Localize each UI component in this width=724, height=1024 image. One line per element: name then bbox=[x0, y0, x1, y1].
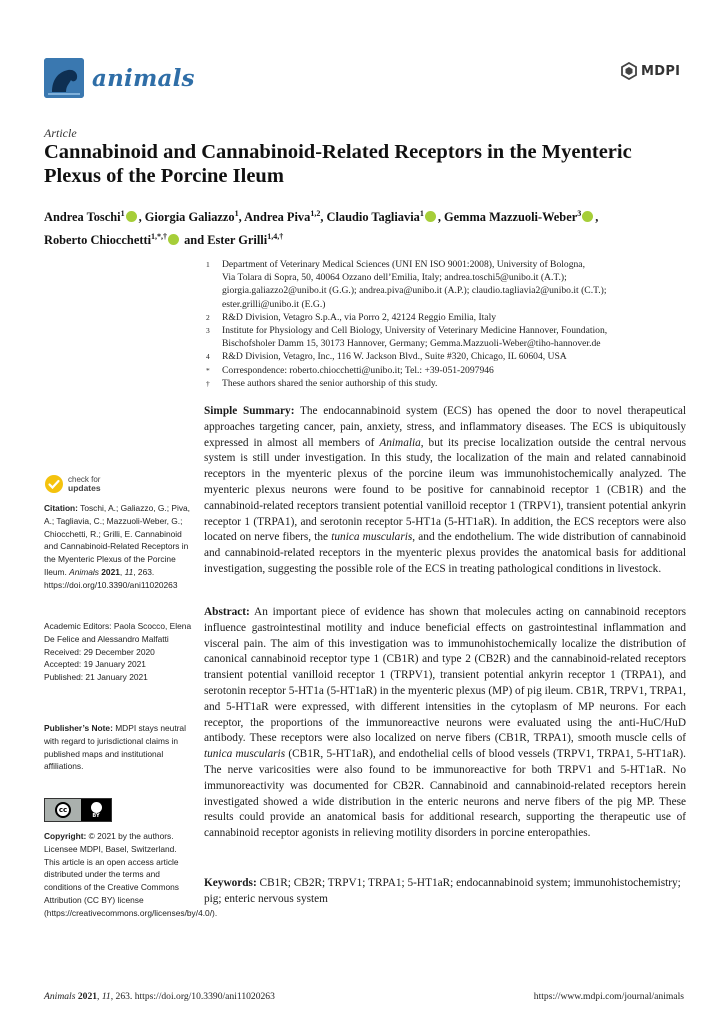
simple-summary-italic-1: Animalia bbox=[379, 436, 421, 449]
affiliation-item bbox=[206, 258, 686, 311]
simple-summary-text-3: , and the endothelium. The wide distribution of cannabinoid and cannabinoid-related receptors in the myenteric plexus provides the anatomical basis for additional investigation, suggesting the possible role of the ECS in treating pathological conditions in livestock. bbox=[204, 531, 686, 575]
author-affiliation-mark: 1,4,† bbox=[267, 232, 284, 242]
cc-by-license-badge[interactable] bbox=[44, 798, 112, 822]
abstract-text-2: (CB1R, 5-HT1aR), and endothelial cells of blood vessels (TRPV1, TRPA1, 5-HT1aR). The nerve varicosities were also found to be immunoreactive for both TRPV1 and 5-HT1aR. No immunoreactivity was documented for CB2R. Cannabinoid and cannabinoid-related receptors herein investigated showed a wide distribution in the enteric neurons and nerve fibers of the pig MP. These results could provide an anatomical basis for additional research, supporting the therapeutic use of cannabinoid receptor agonists in relieving motility disorders in porcine enteropathies. bbox=[204, 748, 686, 840]
citation-year: 2021 bbox=[101, 566, 120, 577]
by-section bbox=[81, 799, 111, 821]
author-separator: , bbox=[595, 210, 599, 225]
check-updates-line1: check for bbox=[68, 475, 101, 484]
copyright-text: © 2021 by the authors. Licensee MDPI, Basel, Switzerland. This article is an open access article distributed under the terms and conditions of the Creative Commons Attribution (CC BY) license (https://creativecommons.org/licenses/by/4.0/). bbox=[44, 831, 218, 918]
simple-summary-italic-2: tunica muscularis bbox=[331, 531, 413, 544]
abstract-italic-1: tunica muscularis bbox=[204, 748, 286, 761]
footer-doi[interactable]: , 263. https://doi.org/10.3390/ani11020263 bbox=[110, 991, 275, 1002]
citation-journal: Animals bbox=[69, 566, 99, 577]
simple-summary-label: Simple Summary: bbox=[204, 405, 295, 417]
author-name[interactable]: Ester Grilli bbox=[207, 233, 268, 248]
published-date: Published: 21 January 2021 bbox=[44, 672, 148, 683]
publisher-logo[interactable] bbox=[620, 62, 680, 80]
author-separator: , bbox=[238, 210, 245, 225]
author-affiliation-mark: 1 bbox=[120, 209, 125, 218]
author-list bbox=[44, 204, 684, 250]
author-name[interactable]: Giorgia Galiazzo bbox=[144, 210, 235, 225]
copyright-label: Copyright: bbox=[44, 831, 87, 841]
footer-volume: 11 bbox=[101, 991, 111, 1002]
affiliation-text: R&D Division, Vetagro S.p.A., via Porro 2, 42124 Reggio Emilia, Italy bbox=[222, 311, 497, 323]
simple-summary-text-1: The endocannabinoid system (ECS) has opened the door to novel therapeutical approaches targeting cancer, pain, anxiety, stress, and inflammatory diseases. The ECS is ubiquitously expressed in almost all members of bbox=[204, 405, 686, 449]
publisher-note-text: MDPI stays neutral with regard to jurisdictional claims in published maps and institutional affiliations. bbox=[44, 723, 186, 772]
author-affiliation-mark: 1 bbox=[234, 209, 239, 218]
footer-journal: Animals bbox=[44, 991, 76, 1002]
citation-doi-link[interactable]: https://doi.org/10.3390/ani11020263 bbox=[44, 579, 178, 590]
affiliation-mark: 4 bbox=[206, 352, 210, 362]
affiliation-text: Institute for Physiology and Cell Biology, University of Veterinary Medicine Hannover, Foundation, Bischofsholer Damm 15, 30173 Hannover, Germany; Gemma.Mazzuoli-Weber@tiho-hannover.de bbox=[222, 325, 608, 350]
orcid-icon[interactable] bbox=[168, 234, 179, 245]
by-person-icon bbox=[91, 802, 102, 813]
author-name[interactable]: Gemma Mazzuoli-Weber bbox=[444, 210, 578, 225]
footer-journal-url[interactable]: https://www.mdpi.com/journal/animals bbox=[533, 991, 684, 1002]
publisher-note-label: Publisher’s Note: bbox=[44, 723, 113, 733]
received-date: Received: 29 December 2020 bbox=[44, 646, 155, 657]
cc-section bbox=[45, 799, 81, 821]
abstract bbox=[204, 605, 686, 842]
animals-logo-icon bbox=[44, 58, 84, 98]
affiliation-item bbox=[206, 311, 686, 324]
affiliation-mark: 3 bbox=[206, 326, 210, 336]
check-updates-text bbox=[68, 475, 101, 493]
affiliation-mark: † bbox=[206, 378, 210, 388]
check-for-updates-badge[interactable] bbox=[44, 474, 101, 494]
copyright-block bbox=[44, 830, 218, 920]
keywords-text: CB1R; CB2R; TRPV1; TRPA1; 5-HT1aR; endocannabinoid system; immunohistochemistry; pig; enteric nervous system bbox=[204, 877, 681, 905]
author-name[interactable]: Andrea Piva bbox=[244, 210, 311, 225]
author-name[interactable]: Claudio Tagliavia bbox=[326, 210, 420, 225]
affiliations bbox=[206, 258, 686, 390]
orcid-icon[interactable] bbox=[582, 211, 593, 222]
by-label: BY bbox=[92, 812, 100, 819]
author-separator: , bbox=[437, 210, 445, 225]
mdpi-logo-icon bbox=[620, 62, 638, 80]
publisher-note-block bbox=[44, 722, 192, 773]
affiliation-mark: * bbox=[206, 365, 210, 375]
citation-text: Toschi, A.; Galiazzo, G.; Piva, A.; Tagliavia, C.; Mazzuoli-Weber, G.; Chiocchetti, R.; Grilli, E. Cannabinoid and Cannabinoid-Related Receptors in the Myenteric Plexus of the Porcine Ileum. bbox=[44, 503, 191, 577]
editors-block bbox=[44, 620, 192, 684]
journal-name: animals bbox=[92, 64, 195, 92]
author-separator: , bbox=[138, 210, 145, 225]
citation-pages: , 263. bbox=[133, 566, 155, 577]
author-name[interactable]: Roberto Chiocchetti bbox=[44, 233, 152, 248]
keywords bbox=[204, 876, 686, 908]
simple-summary bbox=[204, 404, 686, 578]
abstract-text-1: An important piece of evidence has shown that molecules acting on cannabinoid receptors influence gastrointestinal motility and induce beneficial effects on gastrointestinal inflammation and visceral pain. The aim of this investigation was to immunohistochemically localize the distribution of canonical cannabinoid receptor type 1 (CB1R) and type 2 (CB2R) and the cannabinoid-related receptors transient potential vanilloid receptor 1 (TRPV1), transient potential ankyrin receptor 1 (TRPA1), and serotonin receptor 5-HT1a (5-HT1aR) in the myenteric plexus (MP) of pig ileum. CB1R, TRPV1, TRPA1, and 5-HT1aR were expressed, with different intensities in the cytoplasm of MP neurons. For each receptor, the proportions of the immunoreactive neurons were evaluated using the anti-HuC/HuD antibody. These receptors were also localized on nerve fibers (CB1R, TRPA1), smooth muscle cells of bbox=[204, 606, 686, 745]
article-title: Cannabinoid and Cannabinoid-Related Receptors in the Myenteric Plexus of the Porcine Ileum bbox=[44, 141, 632, 187]
check-updates-icon bbox=[44, 474, 64, 494]
accepted-date: Accepted: 19 January 2021 bbox=[44, 659, 146, 670]
abstract-label: Abstract: bbox=[204, 606, 250, 618]
check-updates-line2: updates bbox=[68, 483, 101, 493]
orcid-icon[interactable] bbox=[425, 211, 436, 222]
author-separator: and bbox=[181, 233, 208, 248]
author-affiliation-mark: 3 bbox=[577, 209, 582, 218]
author-affiliation-mark: 1,*,† bbox=[151, 232, 168, 242]
affiliation-mark: 1 bbox=[206, 260, 210, 269]
citation-label: Citation: bbox=[44, 503, 78, 513]
footer-year: 2021 bbox=[77, 991, 98, 1002]
author-separator: , bbox=[320, 210, 327, 225]
author-name[interactable]: Andrea Toschi bbox=[44, 210, 121, 225]
affiliation-item bbox=[206, 350, 686, 363]
affiliation-text: Department of Veterinary Medical Sciences (UNI EN ISO 9001:2008), University of Bologna, Via Tolara di Sopra, 50, 40064 Ozzano dell’Emilia, Italy; andrea.toschi5@unibo.it (A.T.); giorgia.galiazzo2@unibo.it (G.G.); andrea.piva@unibo.it (A.P.); claudio.tagliavia2@unibo.it (C.T.); ester.grilli@unibo.it (E.G.) bbox=[222, 259, 607, 310]
author-affiliation-mark: 1 bbox=[419, 209, 424, 218]
academic-editors: Academic Editors: Paola Scocco, Elena De Felice and Alessandro Malfatti bbox=[44, 621, 192, 644]
affiliation-text: R&D Division, Vetagro, Inc., 116 W. Jackson Blvd., Suite #320, Chicago, IL 60604, USA bbox=[222, 351, 567, 363]
citation-block: Citation: Toschi, A.; Galiazzo, G.; Piva, A.; Tagliavia, C.; Mazzuoli-Weber, G.; Chiocchetti, R.; Grilli, E. Cannabinoid and Cannabinoid-Related Receptors in the Myenteric Plexus of the Porcine Ileum. Animals 2021, 11, 263. https://doi.org/10.3390/ani11020263 bbox=[44, 503, 191, 590]
author-affiliation-mark: 1,2 bbox=[310, 209, 321, 218]
affiliation-text: These authors shared the senior authorship of this study. bbox=[222, 377, 438, 389]
keywords-label: Keywords: bbox=[204, 877, 257, 889]
orcid-icon[interactable] bbox=[126, 211, 137, 222]
affiliation-mark: 2 bbox=[206, 312, 210, 322]
simple-summary-text-2: , but its precise localization outside the central nervous system is still under investigation. In this study, the localization of the main and related cannabinoid receptors in the myenteric plexus of the porcine ileum was immunohistochemically analyzed. The myenteric plexus neurons were found to be positive for cannabinoid receptor 1 (CB1R) and the cannabinoid-related receptors transient potential vanilloid receptor 1 (TRPV1), transient potential ankyrin receptor 1 (TRPA1), and serotonin receptor 5-HT1a (5-HT1aR). In addition, the ECS receptors were also located on nerve fibers, the bbox=[204, 436, 687, 544]
citation-volume: 11 bbox=[124, 566, 134, 577]
affiliation-item bbox=[206, 364, 686, 377]
journal-logo[interactable] bbox=[44, 58, 195, 98]
affiliation-item bbox=[206, 377, 686, 390]
footer-citation: Animals 2021, 11, 263. https://doi.org/10.3390/ani11020263 bbox=[44, 991, 275, 1002]
publisher-name: MDPI bbox=[641, 63, 681, 79]
affiliation-item bbox=[206, 324, 686, 350]
article-type: Article bbox=[44, 126, 77, 140]
affiliation-text: Correspondence: roberto.chiocchetti@unibo.it; Tel.: +39-051-2097946 bbox=[222, 364, 494, 376]
cc-icon: cc bbox=[55, 802, 71, 818]
